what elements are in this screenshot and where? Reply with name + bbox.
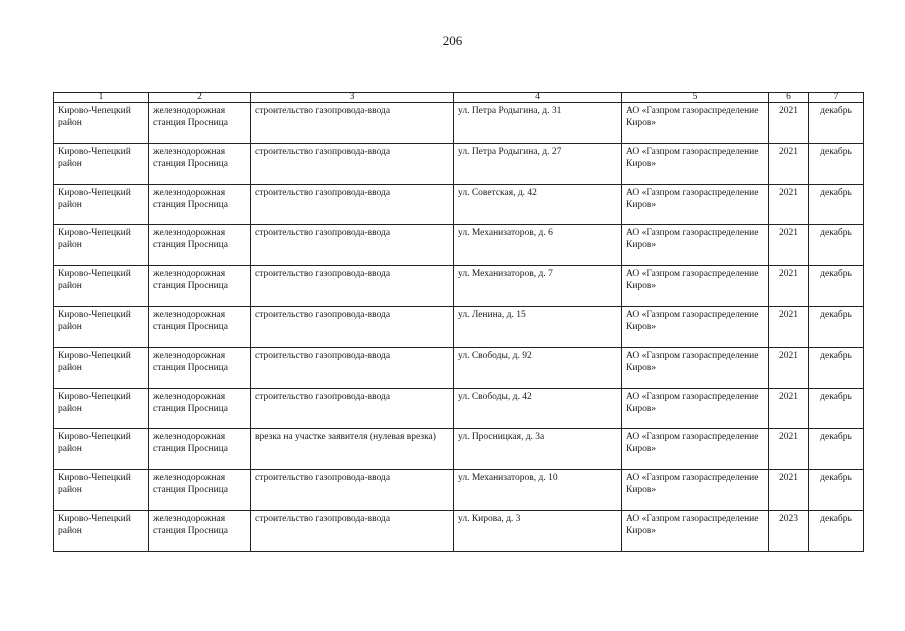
- header-cell-7: 7: [809, 93, 864, 103]
- cell-year: 2021: [769, 266, 809, 307]
- data-table: [53, 92, 864, 552]
- table-header: [54, 93, 864, 103]
- cell-district: Кирово-Чепецкий район: [54, 143, 149, 184]
- cell-year: 2023: [769, 510, 809, 551]
- cell-organization: АО «Газпром газораспределение Киров»: [622, 184, 769, 225]
- cell-settlement: железнодорожная станция Просница: [149, 143, 251, 184]
- cell-year: 2021: [769, 388, 809, 429]
- cell-settlement: железнодорожная станция Просница: [149, 103, 251, 144]
- cell-district: Кирово-Чепецкий район: [54, 266, 149, 307]
- cell-address: ул. Советская, д. 42: [454, 184, 622, 225]
- cell-year: 2021: [769, 184, 809, 225]
- table-row: [54, 470, 864, 511]
- cell-district: Кирово-Чепецкий район: [54, 510, 149, 551]
- header-cell-5: 5: [622, 93, 769, 103]
- cell-settlement: железнодорожная станция Просница: [149, 306, 251, 347]
- cell-settlement: железнодорожная станция Просница: [149, 266, 251, 307]
- cell-month: декабрь: [809, 225, 864, 266]
- cell-month: декабрь: [809, 510, 864, 551]
- cell-month: декабрь: [809, 266, 864, 307]
- cell-district: Кирово-Чепецкий район: [54, 103, 149, 144]
- cell-address: ул. Механизаторов, д. 6: [454, 225, 622, 266]
- table-row: [54, 266, 864, 307]
- cell-settlement: железнодорожная станция Просница: [149, 429, 251, 470]
- cell-work-type: строительство газопровода-ввода: [251, 266, 454, 307]
- cell-organization: АО «Газпром газораспределение Киров»: [622, 306, 769, 347]
- table-row: [54, 347, 864, 388]
- cell-organization: АО «Газпром газораспределение Киров»: [622, 470, 769, 511]
- cell-organization: АО «Газпром газораспределение Киров»: [622, 347, 769, 388]
- cell-work-type: строительство газопровода-ввода: [251, 470, 454, 511]
- cell-address: ул. Механизаторов, д. 10: [454, 470, 622, 511]
- cell-work-type: врезка на участке заявителя (нулевая врезка): [251, 429, 454, 470]
- cell-organization: АО «Газпром газораспределение Киров»: [622, 103, 769, 144]
- cell-settlement: железнодорожная станция Просница: [149, 184, 251, 225]
- cell-year: 2021: [769, 429, 809, 470]
- cell-district: Кирово-Чепецкий район: [54, 388, 149, 429]
- cell-month: декабрь: [809, 470, 864, 511]
- cell-month: декабрь: [809, 429, 864, 470]
- cell-district: Кирово-Чепецкий район: [54, 306, 149, 347]
- cell-work-type: строительство газопровода-ввода: [251, 510, 454, 551]
- cell-year: 2021: [769, 306, 809, 347]
- cell-month: декабрь: [809, 184, 864, 225]
- header-cell-1: 1: [54, 93, 149, 103]
- table-row: [54, 184, 864, 225]
- cell-address: ул. Кирова, д. 3: [454, 510, 622, 551]
- table-row: [54, 143, 864, 184]
- cell-district: Кирово-Чепецкий район: [54, 429, 149, 470]
- cell-address: ул. Просницкая, д. 3а: [454, 429, 622, 470]
- cell-work-type: строительство газопровода-ввода: [251, 347, 454, 388]
- header-cell-3: 3: [251, 93, 454, 103]
- cell-work-type: строительство газопровода-ввода: [251, 184, 454, 225]
- cell-organization: АО «Газпром газораспределение Киров»: [622, 429, 769, 470]
- cell-month: декабрь: [809, 306, 864, 347]
- header-cell-4: 4: [454, 93, 622, 103]
- cell-district: Кирово-Чепецкий район: [54, 470, 149, 511]
- cell-month: декабрь: [809, 103, 864, 144]
- cell-month: декабрь: [809, 143, 864, 184]
- header-cell-2: 2: [149, 93, 251, 103]
- cell-settlement: железнодорожная станция Просница: [149, 470, 251, 511]
- cell-address: ул. Ленина, д. 15: [454, 306, 622, 347]
- cell-district: Кирово-Чепецкий район: [54, 347, 149, 388]
- cell-settlement: железнодорожная станция Просница: [149, 510, 251, 551]
- cell-work-type: строительство газопровода-ввода: [251, 306, 454, 347]
- cell-settlement: железнодорожная станция Просница: [149, 388, 251, 429]
- table-row: [54, 103, 864, 144]
- cell-organization: АО «Газпром газораспределение Киров»: [622, 510, 769, 551]
- cell-year: 2021: [769, 103, 809, 144]
- cell-year: 2021: [769, 347, 809, 388]
- table-row: [54, 225, 864, 266]
- cell-work-type: строительство газопровода-ввода: [251, 225, 454, 266]
- cell-organization: АО «Газпром газораспределение Киров»: [622, 143, 769, 184]
- cell-address: ул. Свободы, д. 42: [454, 388, 622, 429]
- cell-year: 2021: [769, 143, 809, 184]
- cell-settlement: железнодорожная станция Просница: [149, 225, 251, 266]
- cell-organization: АО «Газпром газораспределение Киров»: [622, 266, 769, 307]
- cell-work-type: строительство газопровода-ввода: [251, 143, 454, 184]
- table-row: [54, 306, 864, 347]
- header-row: [54, 93, 864, 103]
- header-cell-6: 6: [769, 93, 809, 103]
- cell-address: ул. Петра Родыгина, д. 27: [454, 143, 622, 184]
- cell-address: ул. Механизаторов, д. 7: [454, 266, 622, 307]
- cell-organization: АО «Газпром газораспределение Киров»: [622, 388, 769, 429]
- cell-organization: АО «Газпром газораспределение Киров»: [622, 225, 769, 266]
- cell-address: ул. Свободы, д. 92: [454, 347, 622, 388]
- cell-district: Кирово-Чепецкий район: [54, 184, 149, 225]
- table-row: [54, 388, 864, 429]
- cell-work-type: строительство газопровода-ввода: [251, 103, 454, 144]
- cell-work-type: строительство газопровода-ввода: [251, 388, 454, 429]
- table-row: [54, 510, 864, 551]
- cell-month: декабрь: [809, 388, 864, 429]
- cell-year: 2021: [769, 470, 809, 511]
- cell-district: Кирово-Чепецкий район: [54, 225, 149, 266]
- table-row: [54, 429, 864, 470]
- table-body: [54, 103, 864, 552]
- cell-settlement: железнодорожная станция Просница: [149, 347, 251, 388]
- cell-address: ул. Петра Родыгина, д. 31: [454, 103, 622, 144]
- page-number: 206: [442, 33, 463, 48]
- cell-year: 2021: [769, 225, 809, 266]
- cell-month: декабрь: [809, 347, 864, 388]
